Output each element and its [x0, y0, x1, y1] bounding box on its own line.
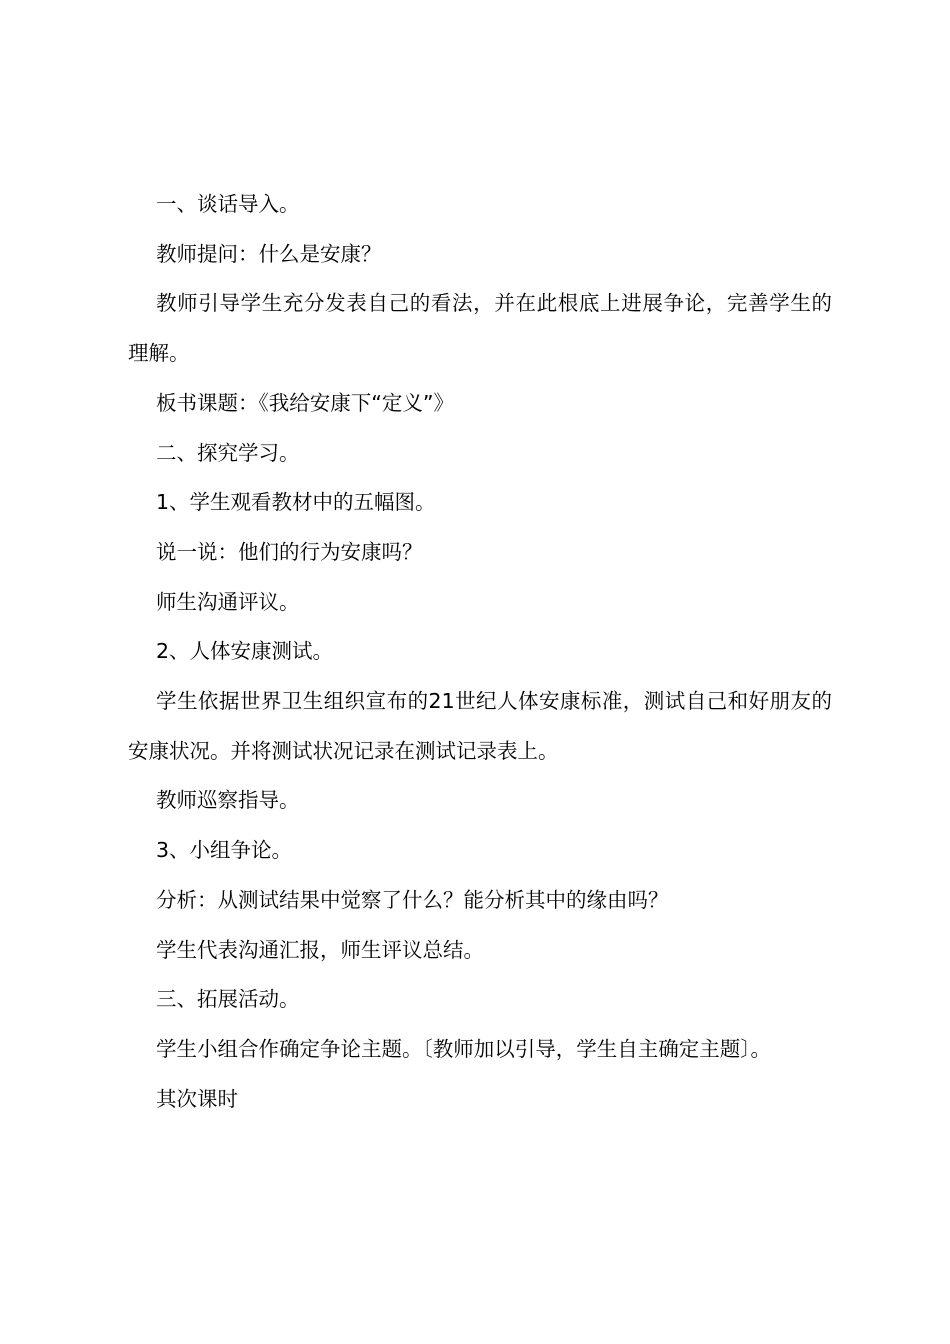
paragraph-second-lesson: 其次课时 [156, 1086, 238, 1111]
heading-explore: 二、探究学习。 [156, 440, 300, 465]
paragraph-test: 学生依据世界卫生组织宣布的21世纪人体安康标准，测试自己和好朋友的安康状况。并将测试状况记录在测试记录表上。 [128, 689, 832, 763]
paragraph-step-2: 2、人体安康测试。 [156, 639, 334, 664]
paragraph-discuss: 师生沟通评议。 [156, 589, 300, 614]
paragraph-teacher-guide: 教师引导学生充分发表自己的看法，并在此根底上进展争论，完善学生的理解。 [128, 291, 832, 366]
paragraph-analysis: 分析：从测试结果中觉察了什么？能分析其中的缘由吗？ [156, 887, 669, 912]
paragraph-board-title: 板书课题：《我给安康下“定义”》 [156, 390, 454, 415]
paragraph-teacher-question: 教师提问：什么是安康？ [156, 241, 382, 266]
paragraph-step-3: 3、小组争论。 [156, 838, 293, 863]
paragraph-inspect: 教师巡察指导。 [156, 788, 300, 813]
document-page [128, 180, 832, 1124]
paragraph-group-topic: 学生小组合作确定争论主题。〔教师加以引导，学生自主确定主题〕。 [156, 1036, 771, 1061]
paragraph-say: 说一说：他们的行为安康吗？ [156, 539, 423, 564]
heading-extend: 三、拓展活动。 [156, 987, 300, 1012]
heading-intro: 一、谈话导入。 [156, 192, 300, 216]
paragraph-report: 学生代表沟通汇报，师生评议总结。 [156, 937, 484, 962]
paragraph-step-1: 1、学生观看教材中的五幅图。 [156, 490, 436, 515]
